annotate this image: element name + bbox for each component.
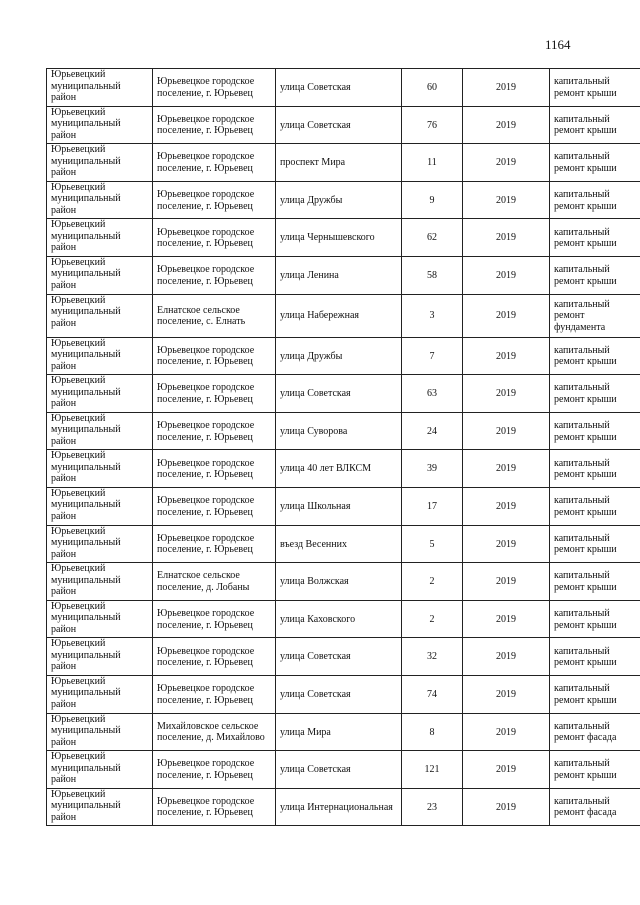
work-type-cell: капитальный ремонт крыши (550, 219, 640, 257)
table-row (47, 788, 640, 826)
settlement-cell: Юрьевецкое городское поселение, г. Юрьевец (153, 69, 276, 107)
table-row (47, 375, 640, 413)
district-cell: Юрьевецкий муниципальный район (47, 181, 153, 219)
house-number-cell: 5 (402, 525, 463, 563)
table-row (47, 69, 640, 107)
work-type-cell: капитальный ремонт крыши (550, 751, 640, 789)
settlement-cell: Елнатское сельское поселение, с. Елнать (153, 294, 276, 337)
page-number: 1164 (545, 37, 571, 52)
house-number-cell: 39 (402, 450, 463, 488)
district-cell: Юрьевецкий муниципальный район (47, 713, 153, 751)
table-row (47, 181, 640, 219)
house-number-cell: 7 (402, 337, 463, 375)
street-cell: улица Советская (276, 106, 402, 144)
year-cell: 2019 (463, 219, 550, 257)
year-cell: 2019 (463, 675, 550, 713)
street-cell: улица Советская (276, 375, 402, 413)
settlement-cell: Юрьевецкое городское поселение, г. Юрьевец (153, 412, 276, 450)
district-cell: Юрьевецкий муниципальный район (47, 294, 153, 337)
settlement-cell: Юрьевецкое городское поселение, г. Юрьевец (153, 751, 276, 789)
street-cell: проспект Мира (276, 144, 402, 182)
house-number-cell: 76 (402, 106, 463, 144)
settlement-cell: Юрьевецкое городское поселение, г. Юрьевец (153, 256, 276, 294)
house-number-cell: 3 (402, 294, 463, 337)
table-row (47, 713, 640, 751)
house-number-cell: 62 (402, 219, 463, 257)
district-cell: Юрьевецкий муниципальный район (47, 375, 153, 413)
year-cell: 2019 (463, 181, 550, 219)
work-type-cell: капитальный ремонт крыши (550, 69, 640, 107)
street-cell: улица 40 лет ВЛКСМ (276, 450, 402, 488)
house-number-cell: 24 (402, 412, 463, 450)
district-cell: Юрьевецкий муниципальный район (47, 563, 153, 601)
street-cell: улица Дружбы (276, 337, 402, 375)
work-type-cell: капитальный ремонт фундамента (550, 294, 640, 337)
district-cell: Юрьевецкий муниципальный район (47, 144, 153, 182)
settlement-cell: Юрьевецкое городское поселение, г. Юрьевец (153, 375, 276, 413)
district-cell: Юрьевецкий муниципальный район (47, 525, 153, 563)
work-type-cell: капитальный ремонт крыши (550, 106, 640, 144)
settlement-cell: Юрьевецкое городское поселение, г. Юрьевец (153, 487, 276, 525)
year-cell: 2019 (463, 69, 550, 107)
settlement-cell: Юрьевецкое городское поселение, г. Юрьевец (153, 337, 276, 375)
street-cell: улица Советская (276, 638, 402, 676)
house-number-cell: 2 (402, 563, 463, 601)
table-row (47, 563, 640, 601)
settlement-cell: Елнатское сельское поселение, д. Лобаны (153, 563, 276, 601)
year-cell: 2019 (463, 751, 550, 789)
table-row (47, 638, 640, 676)
district-cell: Юрьевецкий муниципальный район (47, 69, 153, 107)
district-cell: Юрьевецкий муниципальный район (47, 675, 153, 713)
table-row (47, 487, 640, 525)
work-type-cell: капитальный ремонт крыши (550, 144, 640, 182)
year-cell: 2019 (463, 788, 550, 826)
district-cell: Юрьевецкий муниципальный район (47, 337, 153, 375)
table-row (47, 675, 640, 713)
year-cell: 2019 (463, 256, 550, 294)
street-cell: улица Интернациональная (276, 788, 402, 826)
year-cell: 2019 (463, 600, 550, 638)
street-cell: улица Мира (276, 713, 402, 751)
district-cell: Юрьевецкий муниципальный район (47, 450, 153, 488)
table-row (47, 256, 640, 294)
district-cell: Юрьевецкий муниципальный район (47, 256, 153, 294)
work-type-cell: капитальный ремонт крыши (550, 525, 640, 563)
street-cell: улица Советская (276, 751, 402, 789)
work-type-cell: капитальный ремонт крыши (550, 412, 640, 450)
work-type-cell: капитальный ремонт крыши (550, 487, 640, 525)
table-row (47, 600, 640, 638)
year-cell: 2019 (463, 144, 550, 182)
work-type-cell: капитальный ремонт крыши (550, 181, 640, 219)
settlement-cell: Юрьевецкое городское поселение, г. Юрьевец (153, 450, 276, 488)
street-cell: улица Набережная (276, 294, 402, 337)
district-cell: Юрьевецкий муниципальный район (47, 638, 153, 676)
repair-schedule-table (46, 68, 640, 826)
work-type-cell: капитальный ремонт крыши (550, 256, 640, 294)
street-cell: въезд Весенних (276, 525, 402, 563)
district-cell: Юрьевецкий муниципальный район (47, 219, 153, 257)
year-cell: 2019 (463, 487, 550, 525)
house-number-cell: 11 (402, 144, 463, 182)
settlement-cell: Юрьевецкое городское поселение, г. Юрьевец (153, 600, 276, 638)
settlement-cell: Юрьевецкое городское поселение, г. Юрьевец (153, 106, 276, 144)
year-cell: 2019 (463, 563, 550, 601)
house-number-cell: 9 (402, 181, 463, 219)
year-cell: 2019 (463, 525, 550, 563)
table-row (47, 450, 640, 488)
work-type-cell: капитальный ремонт крыши (550, 600, 640, 638)
house-number-cell: 63 (402, 375, 463, 413)
table-row (47, 337, 640, 375)
district-cell: Юрьевецкий муниципальный район (47, 412, 153, 450)
table-row (47, 294, 640, 337)
settlement-cell: Юрьевецкое городское поселение, г. Юрьевец (153, 675, 276, 713)
settlement-cell: Юрьевецкое городское поселение, г. Юрьевец (153, 788, 276, 826)
district-cell: Юрьевецкий муниципальный район (47, 600, 153, 638)
house-number-cell: 2 (402, 600, 463, 638)
house-number-cell: 74 (402, 675, 463, 713)
settlement-cell: Юрьевецкое городское поселение, г. Юрьевец (153, 638, 276, 676)
work-type-cell: капитальный ремонт фасада (550, 713, 640, 751)
year-cell: 2019 (463, 713, 550, 751)
street-cell: улица Дружбы (276, 181, 402, 219)
year-cell: 2019 (463, 638, 550, 676)
settlement-cell: Юрьевецкое городское поселение, г. Юрьевец (153, 144, 276, 182)
work-type-cell: капитальный ремонт фасада (550, 788, 640, 826)
settlement-cell: Юрьевецкое городское поселение, г. Юрьевец (153, 181, 276, 219)
work-type-cell: капитальный ремонт крыши (550, 375, 640, 413)
street-cell: улица Волжская (276, 563, 402, 601)
year-cell: 2019 (463, 294, 550, 337)
street-cell: улица Каховского (276, 600, 402, 638)
settlement-cell: Михайловское сельское поселение, д. Михайлово (153, 713, 276, 751)
street-cell: улица Школьная (276, 487, 402, 525)
house-number-cell: 60 (402, 69, 463, 107)
settlement-cell: Юрьевецкое городское поселение, г. Юрьевец (153, 219, 276, 257)
street-cell: улица Ленина (276, 256, 402, 294)
street-cell: улица Советская (276, 69, 402, 107)
work-type-cell: капитальный ремонт крыши (550, 675, 640, 713)
table-row (47, 144, 640, 182)
table-row (47, 751, 640, 789)
work-type-cell: капитальный ремонт крыши (550, 450, 640, 488)
work-type-cell: капитальный ремонт крыши (550, 563, 640, 601)
house-number-cell: 32 (402, 638, 463, 676)
district-cell: Юрьевецкий муниципальный район (47, 751, 153, 789)
year-cell: 2019 (463, 337, 550, 375)
street-cell: улица Суворова (276, 412, 402, 450)
house-number-cell: 17 (402, 487, 463, 525)
settlement-cell: Юрьевецкое городское поселение, г. Юрьевец (153, 525, 276, 563)
street-cell: улица Чернышевского (276, 219, 402, 257)
district-cell: Юрьевецкий муниципальный район (47, 788, 153, 826)
house-number-cell: 8 (402, 713, 463, 751)
year-cell: 2019 (463, 412, 550, 450)
year-cell: 2019 (463, 375, 550, 413)
district-cell: Юрьевецкий муниципальный район (47, 487, 153, 525)
house-number-cell: 58 (402, 256, 463, 294)
table-row (47, 219, 640, 257)
district-cell: Юрьевецкий муниципальный район (47, 106, 153, 144)
table-row (47, 525, 640, 563)
street-cell: улица Советская (276, 675, 402, 713)
house-number-cell: 23 (402, 788, 463, 826)
year-cell: 2019 (463, 450, 550, 488)
table-row (47, 106, 640, 144)
table-body (47, 69, 640, 826)
year-cell: 2019 (463, 106, 550, 144)
house-number-cell: 121 (402, 751, 463, 789)
table-row (47, 412, 640, 450)
work-type-cell: капитальный ремонт крыши (550, 638, 640, 676)
work-type-cell: капитальный ремонт крыши (550, 337, 640, 375)
